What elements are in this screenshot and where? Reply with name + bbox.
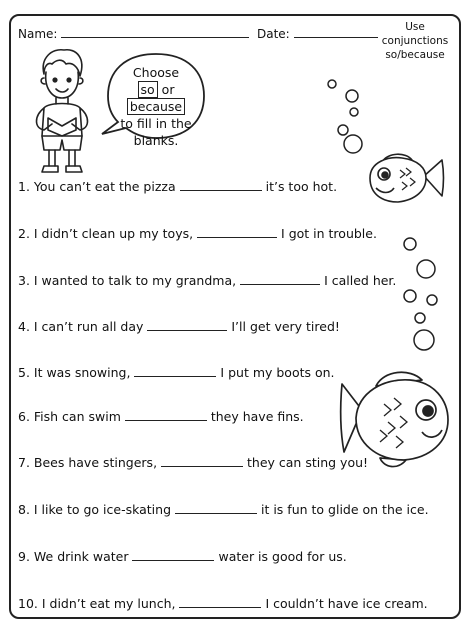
question-1 — [18, 178, 337, 194]
question-6 — [18, 408, 304, 424]
date-label: Date: — [257, 27, 290, 41]
question-10-ending: I couldn’t have ice cream. — [265, 596, 428, 611]
question-10 — [18, 595, 428, 611]
bubble-line-1: Choose — [132, 65, 180, 80]
question-9-text: 9. We drink water — [18, 549, 129, 564]
name-label: Name: — [18, 27, 58, 41]
question-2-text: 2. I didn’t clean up my toys, — [18, 226, 194, 241]
question-1-text: 1. You can’t eat the pizza — [18, 179, 176, 194]
word-or: or — [161, 82, 175, 97]
question-4-text: 4. I can’t run all day — [18, 319, 144, 334]
question-1-ending: it’s too hot. — [265, 179, 338, 194]
question-9-ending: water is good for us. — [218, 549, 347, 564]
question-2-blank[interactable] — [197, 225, 277, 238]
question-2-ending: I got in trouble. — [281, 226, 377, 241]
question-4-ending: I’ll get very tired! — [231, 319, 340, 334]
note-line-1: Use — [405, 21, 425, 33]
question-2 — [18, 225, 377, 241]
question-1-blank[interactable] — [180, 178, 262, 191]
question-10-blank[interactable] — [179, 595, 261, 608]
question-6-text: 6. Fish can swim — [18, 409, 121, 424]
question-6-blank[interactable] — [125, 408, 207, 421]
question-8-ending: it is fun to glide on the ice. — [260, 502, 429, 517]
question-5-ending: I put my boots on. — [220, 365, 335, 380]
question-7-text: 7. Bees have stingers, — [18, 455, 158, 470]
question-3-ending: I called her. — [324, 273, 397, 288]
question-9 — [18, 548, 347, 564]
question-5 — [18, 364, 335, 380]
bubble-line-4: blanks. — [133, 133, 179, 148]
question-8-blank[interactable] — [175, 501, 257, 514]
question-5-text: 5. It was snowing, — [18, 365, 131, 380]
note-line-2: conjunctions — [381, 35, 449, 47]
question-7-blank[interactable] — [161, 454, 243, 467]
question-3-blank[interactable] — [240, 272, 320, 285]
question-3-text: 3. I wanted to talk to my grandma, — [18, 273, 237, 288]
word-because: because — [127, 98, 185, 115]
question-9-blank[interactable] — [132, 548, 214, 561]
bubble-line-3: to fill in the — [120, 116, 192, 131]
question-7 — [18, 454, 368, 470]
question-3 — [18, 272, 396, 288]
question-5-blank[interactable] — [134, 364, 216, 377]
question-8-text: 8. I like to go ice-skating — [18, 502, 172, 517]
question-4 — [18, 318, 340, 334]
question-6-ending: they have fins. — [210, 409, 304, 424]
word-so: so — [138, 81, 158, 98]
question-7-ending: they can sting you! — [247, 455, 369, 470]
question-10-text: 10. I didn’t eat my lunch, — [18, 596, 176, 611]
question-8 — [18, 501, 429, 517]
fish-icon — [366, 150, 446, 208]
question-4-blank[interactable] — [147, 318, 227, 331]
note-line-3: so/because — [385, 49, 445, 61]
